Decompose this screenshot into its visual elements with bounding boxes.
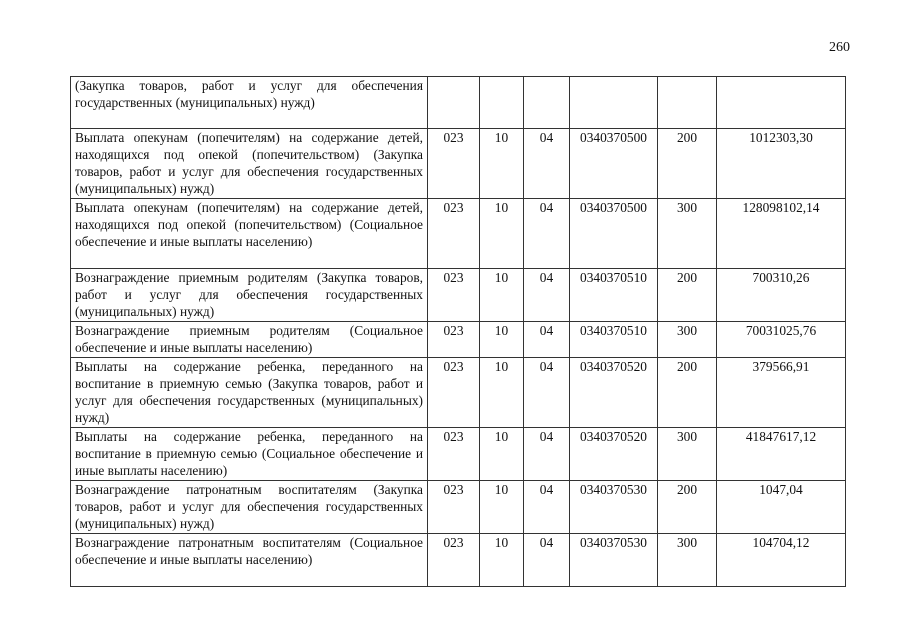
expense-type-code: 300 — [658, 322, 717, 358]
section-code: 10 — [480, 428, 524, 481]
expense-type-code: 200 — [658, 269, 717, 322]
section-code: 10 — [480, 269, 524, 322]
amount: 41847617,12 — [717, 428, 846, 481]
target-article-code: 0340370510 — [570, 322, 658, 358]
amount: 70031025,76 — [717, 322, 846, 358]
ministry-code: 023 — [428, 481, 480, 534]
amount: 700310,26 — [717, 269, 846, 322]
section-code: 10 — [480, 322, 524, 358]
expense-type-code: 300 — [658, 428, 717, 481]
table-row — [71, 322, 846, 358]
target-article-code: 0340370520 — [570, 428, 658, 481]
subsection-code: 04 — [524, 428, 570, 481]
target-article-code: 0340370530 — [570, 534, 658, 587]
ministry-code: 023 — [428, 269, 480, 322]
budget-table-body — [71, 77, 846, 587]
subsection-code: 04 — [524, 269, 570, 322]
section-code: 10 — [480, 358, 524, 428]
subsection-code: 04 — [524, 322, 570, 358]
target-article-code: 0340370510 — [570, 269, 658, 322]
ministry-code — [428, 77, 480, 129]
table-row — [71, 358, 846, 428]
section-code: 10 — [480, 534, 524, 587]
ministry-code: 023 — [428, 358, 480, 428]
section-code: 10 — [480, 199, 524, 269]
section-code: 10 — [480, 129, 524, 199]
row-description: Выплаты на содержание ребенка, переданного на воспитание в приемную семью (Социальное обеспечение и иные выплаты населению) — [71, 428, 428, 481]
expense-type-code: 200 — [658, 481, 717, 534]
row-description: Вознаграждение патронатным воспитателям (Социальное обеспечение и иные выплаты населению) — [71, 534, 428, 587]
expense-type-code: 300 — [658, 534, 717, 587]
expense-type-code: 300 — [658, 199, 717, 269]
section-code — [480, 77, 524, 129]
expense-type-code — [658, 77, 717, 129]
amount: 128098102,14 — [717, 199, 846, 269]
table-row — [71, 481, 846, 534]
expense-type-code: 200 — [658, 358, 717, 428]
budget-table — [70, 76, 846, 587]
table-row — [71, 77, 846, 129]
ministry-code: 023 — [428, 199, 480, 269]
amount: 1047,04 — [717, 481, 846, 534]
table-row — [71, 129, 846, 199]
table-row — [71, 269, 846, 322]
subsection-code: 04 — [524, 534, 570, 587]
table-row — [71, 199, 846, 269]
table-row — [71, 534, 846, 587]
table-row — [71, 428, 846, 481]
subsection-code — [524, 77, 570, 129]
subsection-code: 04 — [524, 129, 570, 199]
target-article-code — [570, 77, 658, 129]
subsection-code: 04 — [524, 199, 570, 269]
amount: 1012303,30 — [717, 129, 846, 199]
row-description: Выплата опекунам (попечителям) на содержание детей, находящихся под опекой (попечительством) (Социальное обеспечение и иные выплаты населению) — [71, 199, 428, 269]
target-article-code: 0340370500 — [570, 199, 658, 269]
subsection-code: 04 — [524, 358, 570, 428]
ministry-code: 023 — [428, 322, 480, 358]
amount: 379566,91 — [717, 358, 846, 428]
ministry-code: 023 — [428, 428, 480, 481]
target-article-code: 0340370520 — [570, 358, 658, 428]
amount: 104704,12 — [717, 534, 846, 587]
ministry-code: 023 — [428, 534, 480, 587]
row-description: Выплаты на содержание ребенка, переданного на воспитание в приемную семью (Закупка товаров, работ и услуг для обеспечения государственных (муниципальных) нужд) — [71, 358, 428, 428]
section-code: 10 — [480, 481, 524, 534]
target-article-code: 0340370530 — [570, 481, 658, 534]
subsection-code: 04 — [524, 481, 570, 534]
row-description: Вознаграждение приемным родителям (Закупка товаров, работ и услуг для обеспечения государственных (муниципальных) нужд) — [71, 269, 428, 322]
row-description: Вознаграждение приемным родителям (Социальное обеспечение и иные выплаты населению) — [71, 322, 428, 358]
expense-type-code: 200 — [658, 129, 717, 199]
row-description: Выплата опекунам (попечителям) на содержание детей, находящихся под опекой (попечительством) (Закупка товаров, работ и услуг для обеспечения государственных (муниципальных) нужд) — [71, 129, 428, 199]
page-number: 260 — [829, 40, 850, 55]
row-description: (Закупка товаров, работ и услуг для обеспечения государственных (муниципальных) нужд) — [71, 77, 428, 129]
ministry-code: 023 — [428, 129, 480, 199]
row-description: Вознаграждение патронатным воспитателям (Закупка товаров, работ и услуг для обеспечения государственных (муниципальных) нужд) — [71, 481, 428, 534]
target-article-code: 0340370500 — [570, 129, 658, 199]
amount — [717, 77, 846, 129]
